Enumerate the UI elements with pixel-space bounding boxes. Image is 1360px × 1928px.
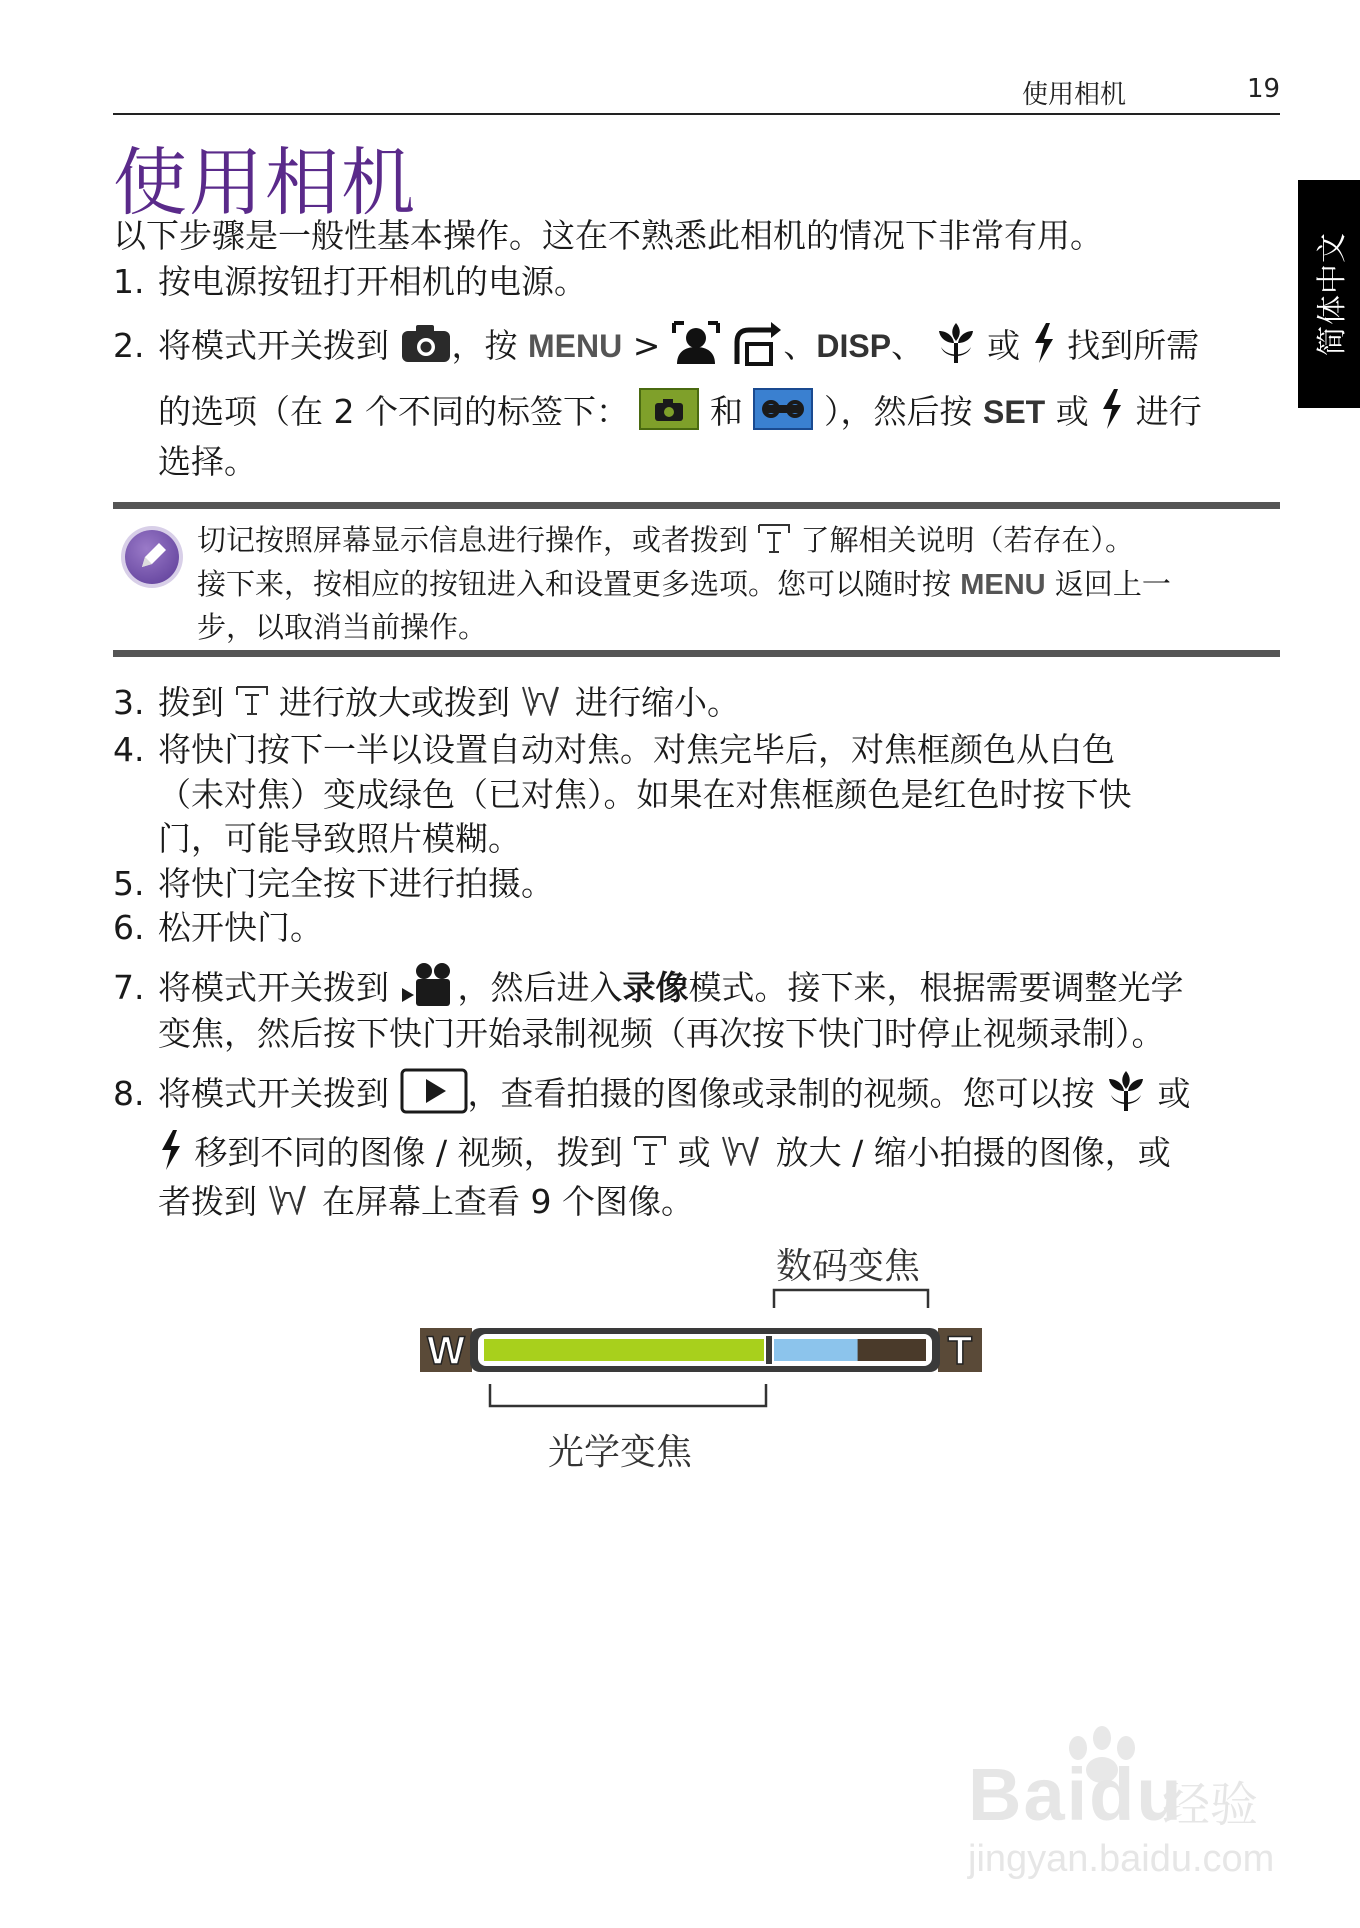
step-text: 将快门按下一半以设置自动对焦。对焦完毕后，对焦框颜色从白色 <box>158 730 1115 769</box>
step-4-line-3: 门，可能导致照片模糊。 <box>158 819 521 858</box>
movie-camera-icon <box>400 962 458 1017</box>
step-text: > <box>632 326 661 365</box>
step-bold-text: 录像 <box>622 968 689 1007</box>
flash-icon <box>158 1128 184 1181</box>
scene-face-icon <box>671 320 721 375</box>
step-text: 或 <box>1055 392 1089 431</box>
macro-flower-icon <box>935 321 977 374</box>
optical-zoom-label: 光学变焦 <box>548 1432 693 1473</box>
step-text: 者拨到 <box>158 1182 257 1221</box>
step-text: 找到所需 <box>1067 326 1200 365</box>
step-text: 将模式开关拨到 <box>158 1074 389 1113</box>
step-number: 6. <box>113 908 145 947</box>
wide-end-label: W <box>427 1329 465 1373</box>
tele-T-icon <box>235 684 269 725</box>
step-text: 模式。接下来，根据需要调整光学 <box>688 968 1184 1007</box>
setup-tools-tab-icon <box>753 388 813 439</box>
language-tab <box>1298 180 1360 408</box>
step-text: 、 <box>891 326 925 365</box>
wide-W-icon <box>521 684 565 725</box>
camera-tab-icon <box>639 388 699 439</box>
watermark-brand-part: Bai <box>968 1753 1090 1836</box>
running-header-section: 使用相机 <box>1022 80 1127 110</box>
step-text: 将模式开关拨到 <box>158 968 389 1007</box>
step-text: 或 <box>1157 1074 1191 1113</box>
note-line-3: 步，以取消当前操作。 <box>197 610 488 644</box>
step-7 <box>113 962 1184 1017</box>
step-text: 、 <box>783 326 817 365</box>
step-text: 按电源按钮打开相机的电源。 <box>158 262 587 301</box>
watermark-url: jingyan.baidu.com <box>968 1838 1275 1880</box>
header-rule <box>113 113 1280 115</box>
step-number: 8. <box>113 1074 145 1113</box>
step-2-line-3: 选择。 <box>158 442 257 481</box>
note-line-1 <box>197 522 1134 562</box>
step-number: 7. <box>113 968 145 1007</box>
step-text: 在屏幕上查看 9 个图像。 <box>322 1182 694 1221</box>
wide-W-icon <box>721 1134 765 1175</box>
note-line-2 <box>197 566 1171 603</box>
step-text: 或 <box>677 1133 711 1172</box>
step-7-line-2: 变焦，然后按下快门开始录制视频（再次按下快门时停止视频录制）。 <box>158 1014 1165 1053</box>
macro-flower-icon <box>1105 1069 1147 1122</box>
intro-text: 以下步骤是一般性基本操作。这在不熟悉此相机的情况下非常有用。 <box>113 216 1103 255</box>
step-text: 的选项（在 2 个不同的标签下： <box>158 392 629 431</box>
step-text: 进行放大或拨到 <box>279 683 510 722</box>
step-4 <box>113 730 1115 770</box>
step-text: 或 <box>987 326 1021 365</box>
zoom-bar-divider <box>766 1336 772 1364</box>
step-8 <box>113 1068 1191 1123</box>
page-number: 19 <box>1247 74 1281 104</box>
watermark-suffix: 经验 <box>1162 1777 1259 1833</box>
watermark-brand-part: du <box>1089 1753 1184 1836</box>
digital-zoom-label: 数码变焦 <box>776 1246 921 1287</box>
language-tab-label: 简体中文 <box>1315 232 1350 356</box>
step-6 <box>113 908 323 948</box>
set-key-label: SET <box>982 394 1046 430</box>
note-text: 了解相关说明（若存在）。 <box>800 523 1134 557</box>
wide-W-icon <box>268 1183 312 1224</box>
setup-tab-icon <box>731 320 783 375</box>
step-number: 4. <box>113 730 145 769</box>
note-bottom-rule <box>113 650 1280 657</box>
flash-icon <box>1099 387 1125 440</box>
optical-zoom-fill <box>484 1339 764 1361</box>
tele-T-icon <box>757 522 791 562</box>
page-title: 使用相机 <box>113 140 417 226</box>
tele-end-label: T <box>947 1329 973 1373</box>
disp-key-label: DISP <box>816 328 892 364</box>
step-text: 将模式开关拨到 <box>158 326 389 365</box>
flash-icon <box>1031 321 1057 374</box>
step-text: 移到不同的图像 / 视频，拨到 <box>194 1133 623 1172</box>
note-top-rule <box>113 502 1280 509</box>
step-number: 2. <box>113 326 145 365</box>
menu-key-label: MENU <box>528 328 623 364</box>
tele-T-icon <box>633 1134 667 1175</box>
step-8-line-2 <box>158 1128 1171 1181</box>
step-1 <box>113 262 587 302</box>
step-2 <box>113 320 1199 375</box>
step-2-line-2 <box>158 387 1202 440</box>
step-number: 3. <box>113 683 145 722</box>
step-text: 将快门完全按下进行拍摄。 <box>158 864 554 903</box>
step-text: 进行 <box>1135 392 1202 431</box>
step-text: ），然后按 <box>823 392 973 431</box>
digital-zoom-fill <box>774 1339 858 1361</box>
step-text: 拨到 <box>158 683 224 722</box>
note-text: 接下来，按相应的按钮进入和设置更多选项。您可以随时按 <box>197 567 952 601</box>
step-text: ，查看拍摄的图像或录制的视频。您可以按 <box>467 1074 1095 1113</box>
step-8-line-3 <box>158 1182 694 1224</box>
watermark-brand <box>968 1752 1184 1837</box>
step-text: 和 <box>709 392 743 431</box>
step-text: ，然后进入 <box>457 968 623 1007</box>
step-number: 5. <box>113 864 145 903</box>
digital-zoom-bracket <box>774 1290 928 1308</box>
note-text: 返回上一 <box>1054 567 1171 601</box>
step-number: 1. <box>113 262 145 301</box>
pencil-note-icon <box>125 530 179 584</box>
step-3 <box>113 683 740 725</box>
step-text: 松开快门。 <box>158 908 323 947</box>
step-text: 放大 / 缩小拍摄的图像，或 <box>775 1133 1171 1172</box>
camera-icon <box>400 322 452 373</box>
step-text: ，按 <box>451 326 518 365</box>
menu-key-label: MENU <box>960 569 1046 601</box>
step-5 <box>113 864 554 904</box>
step-text: 进行缩小。 <box>575 683 740 722</box>
note-text: 切记按照屏幕显示信息进行操作，或者拨到 <box>197 523 749 557</box>
playback-icon <box>400 1068 468 1123</box>
zoom-bar-diagram <box>418 1284 983 1424</box>
optical-zoom-bracket <box>490 1384 766 1406</box>
step-4-line-2: （未对焦）变成绿色（已对焦）。如果在对焦框颜色是红色时按下快 <box>158 775 1132 814</box>
